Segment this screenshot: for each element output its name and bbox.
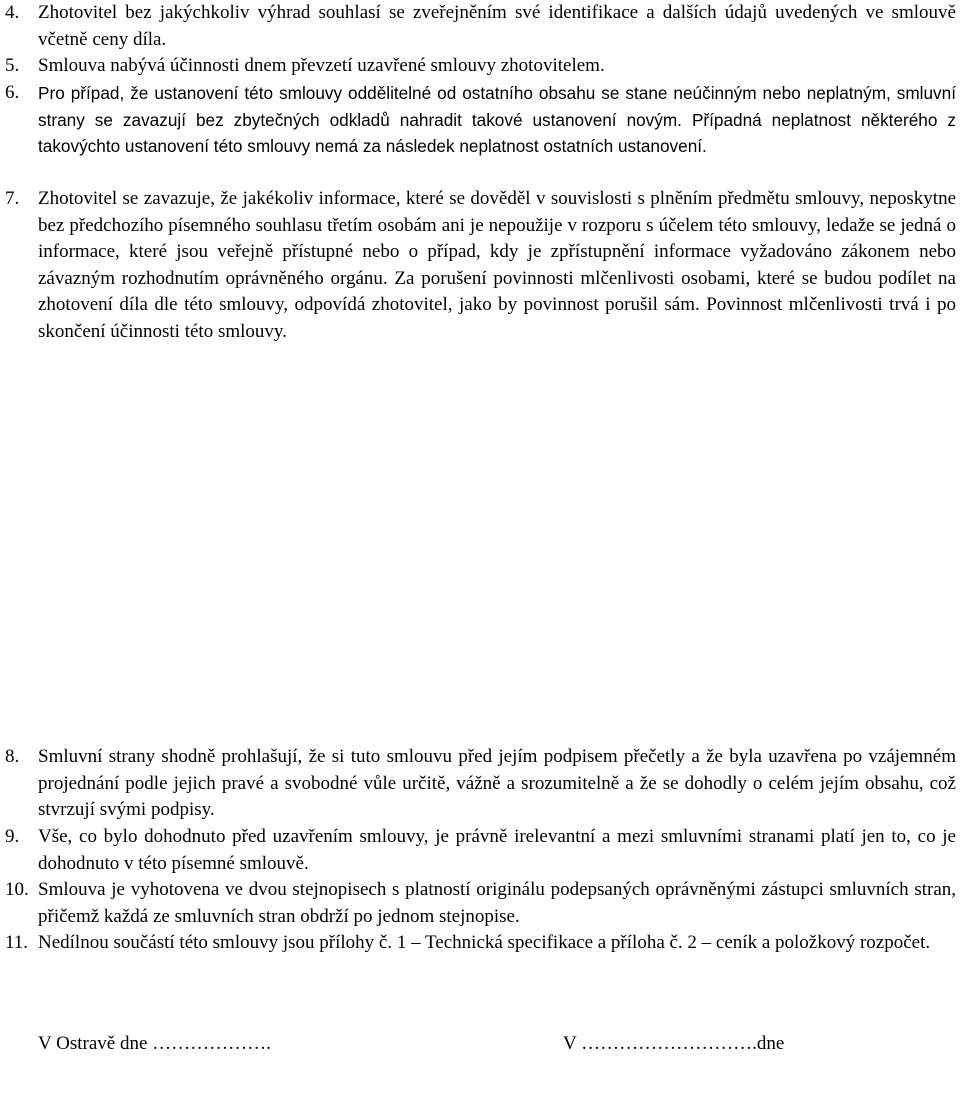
clause-text: Zhotovitel bez jakýchkoliv výhrad souhlasí se zveřejněním své identifikace a dalších údajů uvedených ve smlouvě včetně ceny díla. [38, 2, 956, 50]
clause-number: 5. [5, 55, 20, 76]
clause-number: 11. [5, 932, 29, 953]
place-date-right: V ……………………….dne [563, 1033, 785, 1054]
clause-text: Pro případ, že ustanovení této smlouvy oddělitelné od ostatního obsahu se stane neúčinným nebo neplatným, smluvní strany se zavazují bez zbytečných odkladů nahradit takové ustanovení novým. Případná neplatnost některého z takovýchto ustanovení této smlouvy nemá za následek neplatnost ostatních ustanovení. [38, 83, 956, 156]
clause-text: Smluvní strany shodně prohlašují, že si tuto smlouvu před jejím podpisem přečetly a že byla uzavřena po vzájemném projednání podle jejich pravé a svobodné vůle určitě, vážně a srozumitelně a že se dohodly o celém jejím obsahu, což stvrzují svými podpisy. [38, 746, 956, 820]
place-date-left: V Ostravě dne ………………. [38, 1033, 271, 1054]
clause-text: Smlouva nabývá účinnosti dnem převzetí uzavřené smlouvy zhotovitelem. [38, 55, 605, 76]
clause-number: 9. [5, 826, 20, 847]
clause-text: Vše, co bylo dohodnuto před uzavřením smlouvy, je právně irelevantní a mezi smluvními stranami platí jen to, co je dohodnuto v této písemné smlouvě. [38, 826, 956, 874]
clause-text: Nedílnou součástí této smlouvy jsou přílohy č. 1 – Technická specifikace a příloha č. 2 – ceník a položkový rozpočet. [38, 932, 931, 953]
clause-number: 4. [5, 2, 20, 23]
clause-number: 10. [5, 879, 29, 900]
clause-number: 7. [5, 188, 20, 209]
clause-number: 8. [5, 746, 20, 767]
clause-number: 6. [5, 82, 20, 103]
clause-text: Zhotovitel se zavazuje, že jakékoliv informace, které se dověděl v souvislosti s plněním předmětu smlouvy, neposkytne bez předchozího písemného souhlasu třetím osobám ani je nepoužije v rozporu s účelem této smlouvy, ledaže se jedná o informace, které jsou veřejně přístupné nebo o případ, kdy je zpřístupnění informace vyžadováno zákonem nebo závazným rozhodnutím oprávněného orgánu. Za porušení povinnosti mlčenlivosti osobami, které se budou podílet na zhotovení díla dle této smlouvy, odpovídá zhotovitel, jako by povinnost porušil sám. Povinnost mlčenlivosti trvá i po skončení účinnosti této smlouvy. [38, 188, 956, 342]
clause-text: Smlouva je vyhotovena ve dvou stejnopisech s platností originálu podepsaných oprávněnými zástupci smluvních stran, přičemž každá ze smluvních stran obdrží po jednom stejnopise. [38, 879, 956, 927]
